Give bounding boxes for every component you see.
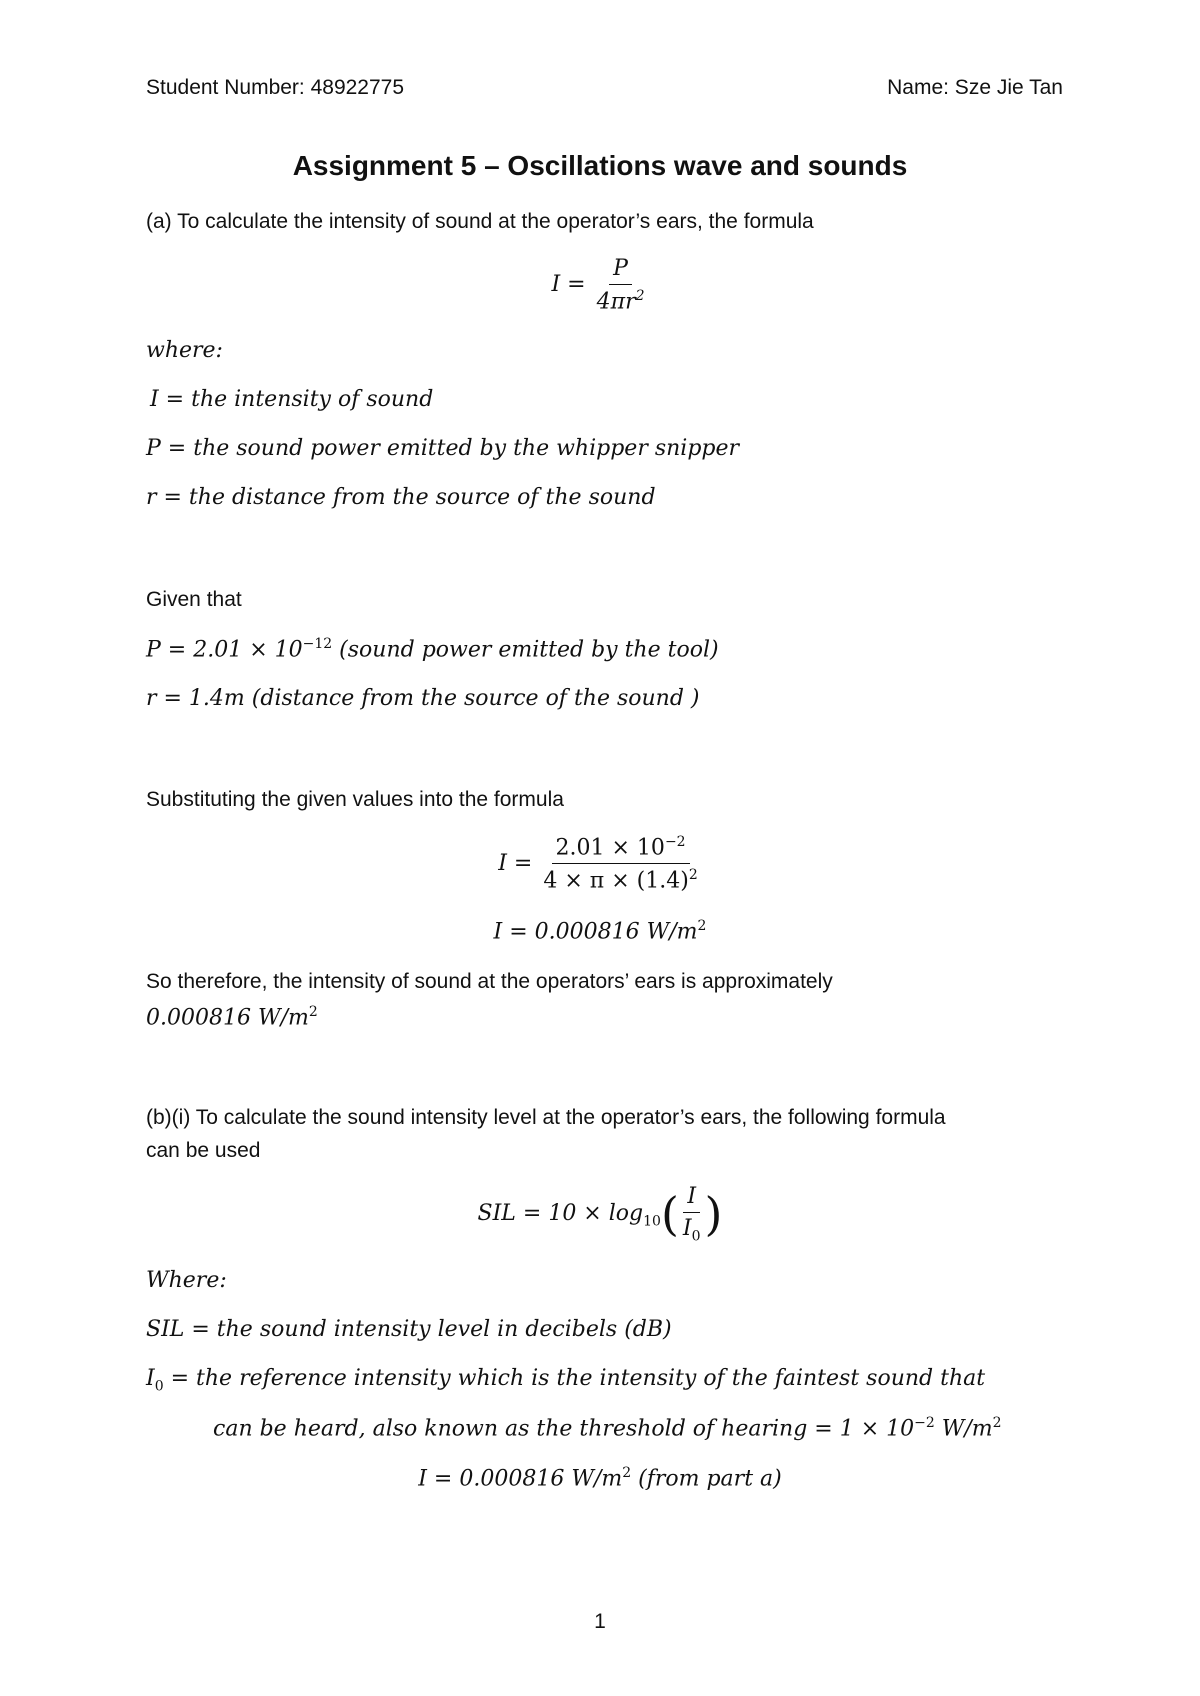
conclusion-value: 0.000816 $W/m^2$ [146,1004,318,1031]
def-reference-intensity: $I_0$ = the reference intensity which is the intensity of the faintest sound that [146,1366,986,1395]
intensity-formula [0,256,1200,314]
calc-numerator: $2.01 \times 10^{-2}$ [552,834,690,864]
student-name: Name: Sze Jie Tan [887,76,1063,99]
given-distance: r = 1.4m (distance from the source of the sound ) [146,686,700,711]
def-sil: SIL = the sound intensity level in decibels (dB) [146,1317,672,1342]
sil-formula: SIL = $10 \times \log_{10}$( $\frac{I}{I_0}$ ) [477,1184,723,1245]
substitution-calc: I = $\frac{2.01 \times 10^{-2}}{4 \times \pi \times (1.4)^2}$ [0,834,1200,894]
part-b-intro-cont: can be used [146,1139,261,1162]
def-power: P = the sound power emitted by the whipper snipper [146,436,740,461]
given-label: Given that [146,588,242,611]
formula-numerator: P [609,256,632,285]
where-label-b: Where: [146,1268,227,1293]
substitution-label: Substituting the given values into the formula [146,788,564,811]
part-a-intro: (a) To calculate the intensity of sound at the operator’s ears, the formula [146,210,814,233]
def-intensity: I = the intensity of sound [150,387,434,412]
calc-denominator: $4 \times \pi \times (1.4)^2$ [543,867,698,894]
student-number: Student Number: 48922775 [146,76,405,99]
def-distance: r = the distance from the source of the sound [146,485,656,510]
where-label: where: [146,338,223,363]
sil-fraction: $\frac{I}{I_0}$ [682,1184,701,1245]
def-reference-intensity-cont: can be heard, also known as the threshold of hearing = $1 \times 10^{-2}$ $W/m^2$ [213,1415,1002,1442]
def-intensity-value: I = 0.000816 $W/m^2$ (from part a) [418,1465,782,1492]
page-number: 1 [594,1610,606,1633]
formula-lhs: I = [551,272,586,298]
part-b-intro: (b)(i) To calculate the sound intensity level at the operator’s ears, the following formula [146,1106,946,1129]
formula-fraction [593,256,649,314]
conclusion-text: So therefore, the intensity of sound at the operators’ ears is approximately [146,970,833,993]
given-power: $P = 2.01 \times 10^{-12}$ (sound power emitted by the tool) [146,636,719,663]
formula-denominator: $4\pi r^2$ [596,288,645,315]
calc-fraction [539,834,701,894]
intensity-result: I = 0.000816 $W/m^2$ [493,918,707,945]
page-title: Assignment 5 – Oscillations wave and sounds [292,150,908,181]
